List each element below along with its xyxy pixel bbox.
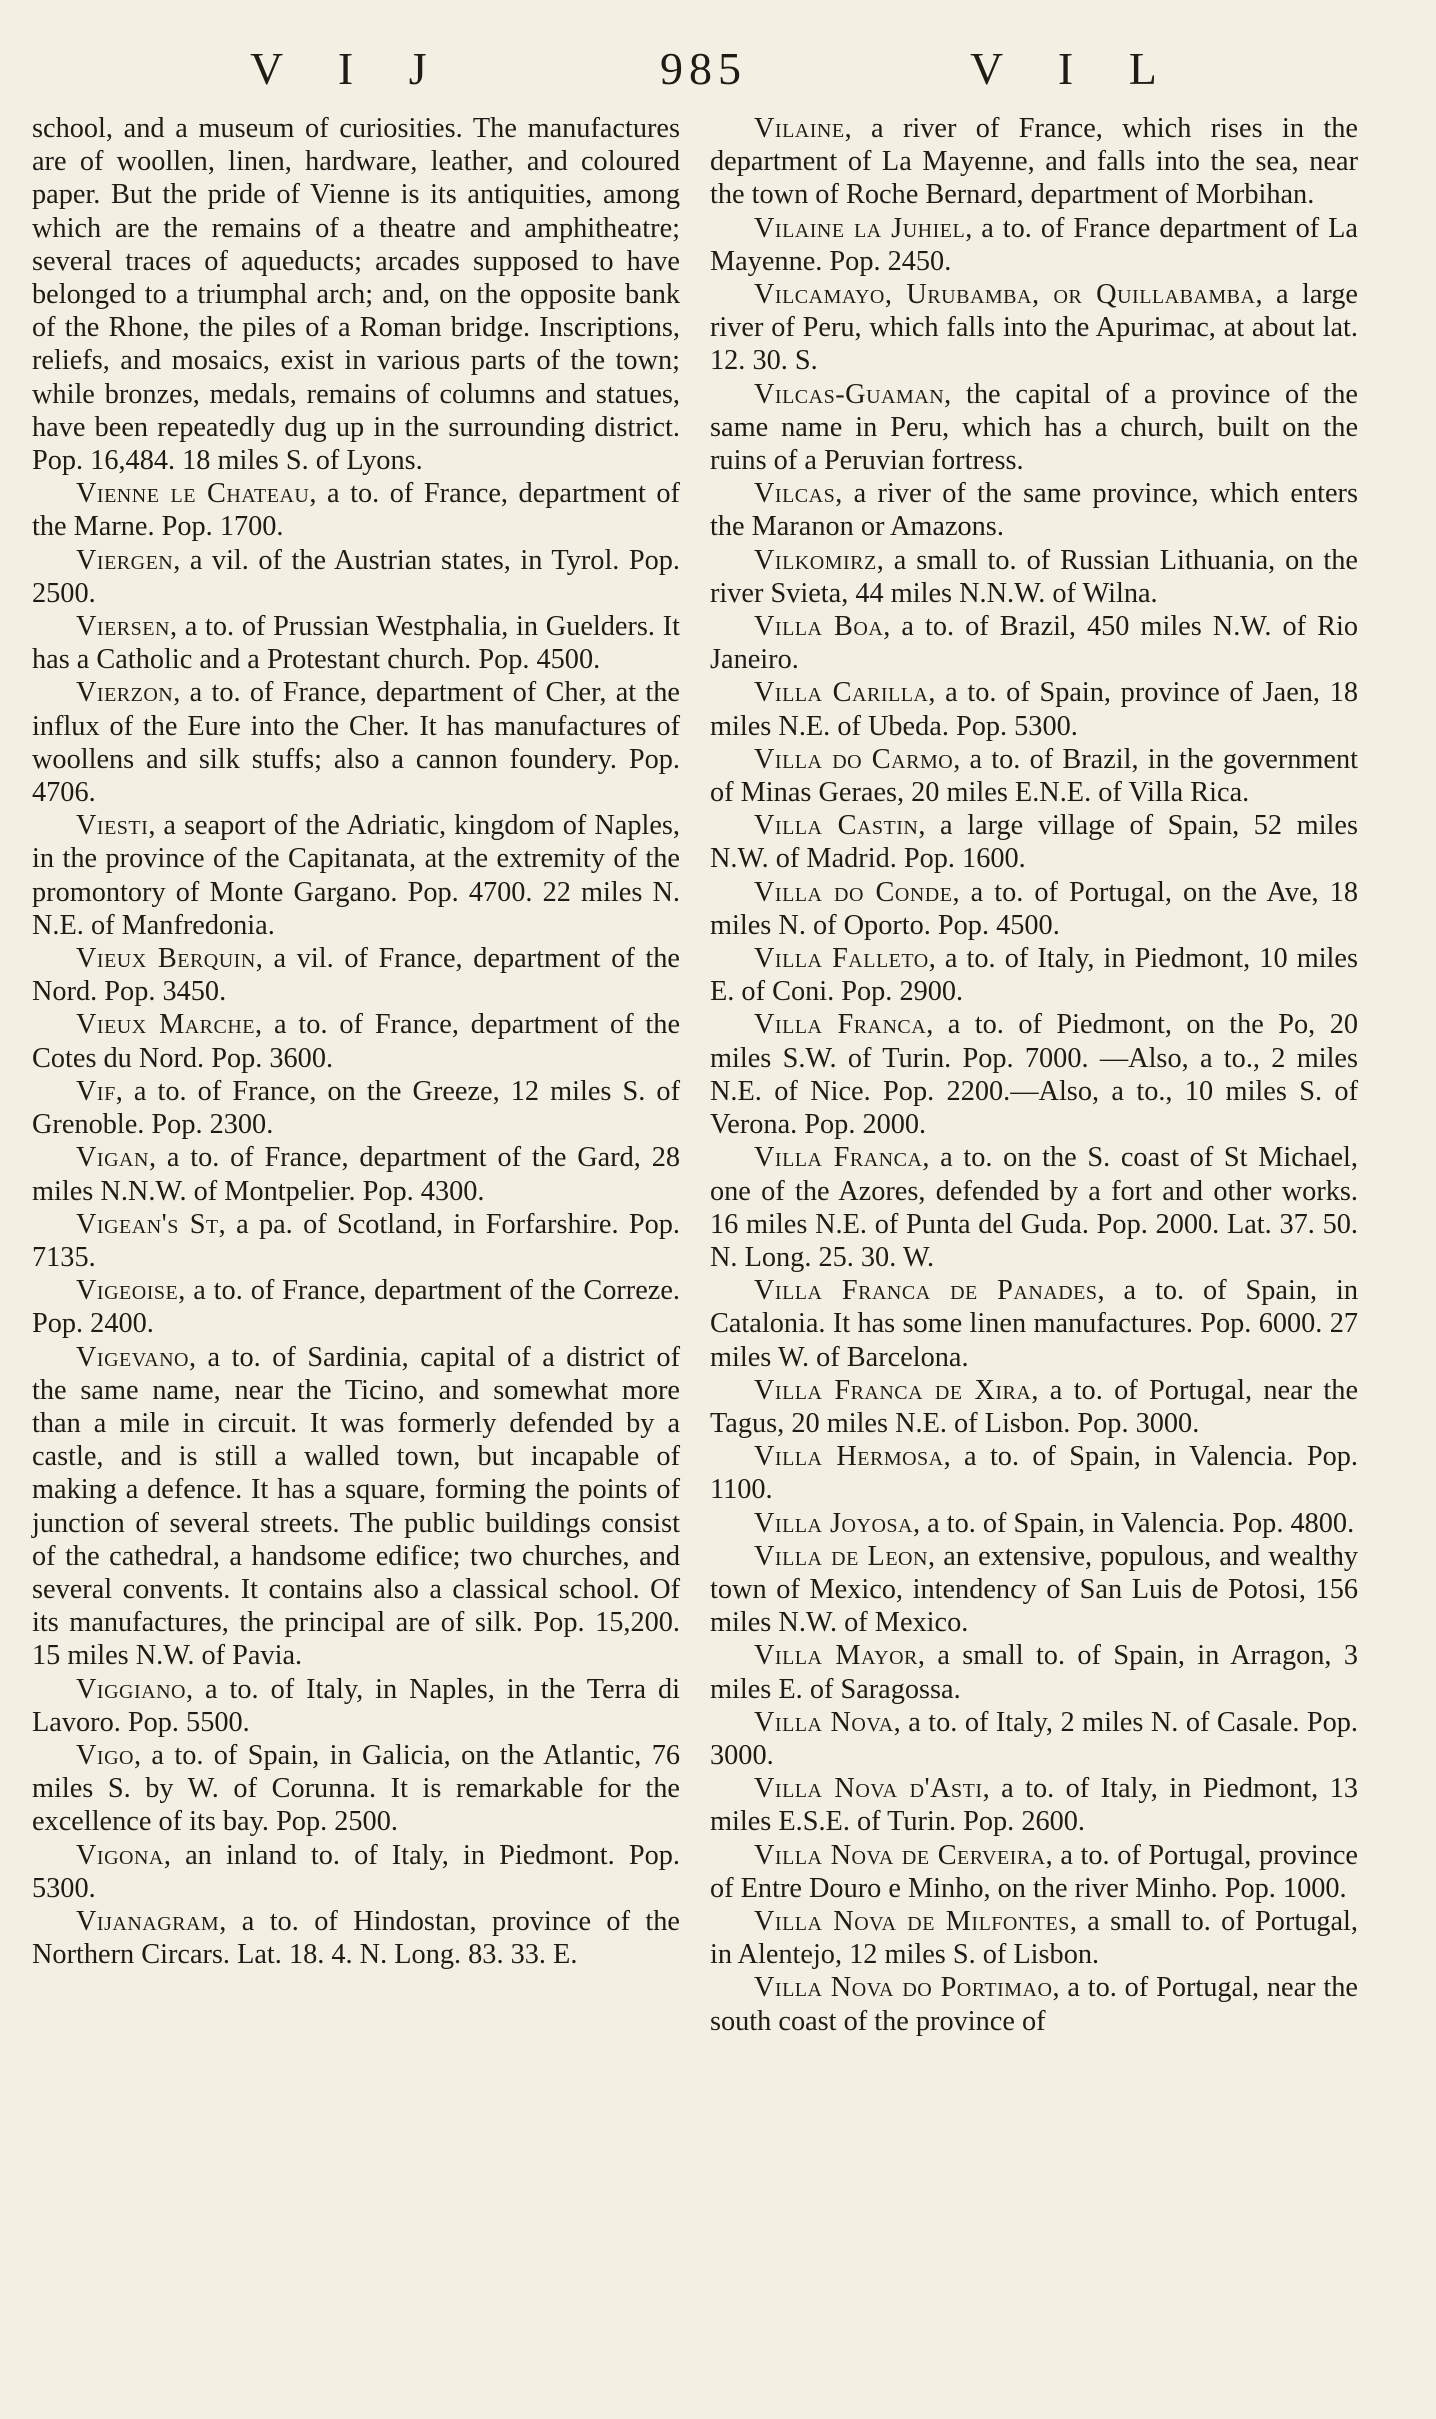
entry-text: , a vil. of France, department of the Nord. Pop. 3450. bbox=[32, 943, 680, 1008]
entry-text: , a to. of France, department of the Cotes du Nord. Pop. 3600. bbox=[32, 1009, 680, 1074]
gazetteer-entry bbox=[32, 610, 680, 676]
entry-text: , a to. of Piedmont, on the Po, 20 miles S.W. of Turin. Pop. 7000. —Also, a to., 2 miles N.E. of Nice. Pop. 2200.—Also, a to., 10 miles S. of Verona. Pop. 2000. bbox=[710, 1009, 1358, 1141]
entry-text: , a river of France, which rises in the department of La Mayenne, and falls into the sea, near the town of Roche Bernard, department of Morbihan. bbox=[710, 113, 1358, 211]
gazetteer-entry bbox=[32, 1141, 680, 1207]
gazetteer-entry bbox=[710, 378, 1358, 478]
entry-headword: Villa Nova do Portimao bbox=[754, 1972, 1053, 2004]
gazetteer-entry bbox=[710, 1440, 1358, 1506]
entry-headword: Vilcas bbox=[754, 478, 836, 510]
gazetteer-entry bbox=[710, 544, 1358, 610]
entry-headword: Vierzon bbox=[76, 677, 174, 709]
entry-headword: Villa Nova bbox=[754, 1706, 894, 1738]
gazetteer-entry bbox=[710, 278, 1358, 378]
entry-text: , a to. of France, department of Cher, at the influx of the Eure into the Cher. It has manufactures of woollens and silk stuffs; also a cannon foundery. Pop. 4706. bbox=[32, 677, 680, 809]
entry-text: , a to. of Prussian Westphalia, in Guelders. It has a Catholic and a Protestant church. Pop. 4500. bbox=[32, 611, 680, 676]
entry-text: , a to. of Italy, in Naples, in the Terra di Lavoro. Pop. 5500. bbox=[32, 1673, 680, 1738]
gazetteer-entry bbox=[710, 676, 1358, 742]
entry-headword: Villa Hermosa bbox=[754, 1441, 944, 1473]
entry-text: , a to. of Brazil, in the government of Minas Geraes, 20 miles E.N.E. of Villa Rica. bbox=[710, 743, 1358, 809]
entry-text: , a to. of France, department of the Marne. Pop. 1700. bbox=[32, 478, 680, 543]
gazetteer-entry bbox=[32, 676, 680, 809]
gazetteer-entry bbox=[710, 1008, 1358, 1141]
gazetteer-entry bbox=[710, 212, 1358, 278]
entry-headword: Viergen bbox=[76, 544, 174, 576]
entry-headword: Villa do Conde bbox=[754, 876, 953, 908]
entry-headword: Villa Castin bbox=[754, 810, 919, 842]
entry-text: , a vil. of the Austrian states, in Tyrol. Pop. 2500. bbox=[32, 544, 680, 609]
gazetteer-entry bbox=[710, 610, 1358, 676]
entry-text: , a to. of Italy, in Piedmont, 13 miles E.S.E. of Turin. Pop. 2600. bbox=[710, 1773, 1358, 1838]
entry-headword: Villa Mayor bbox=[754, 1640, 918, 1672]
entry-text: , a to. of France, department of the Correze. Pop. 2400. bbox=[32, 1275, 680, 1340]
entry-headword: Vif bbox=[76, 1075, 116, 1107]
gazetteer-entry bbox=[710, 1507, 1358, 1540]
entry-text: , a small to. of Portugal, in Alentejo, 12 miles S. of Lisbon. bbox=[710, 1905, 1358, 1971]
gazetteer-entry bbox=[710, 1141, 1358, 1274]
entry-text: , a to. on the S. coast of St Michael, one of the Azores, defended by a fort and other works. 16 miles N.E. of Punta del Guda. Pop. 2000. Lat. 37. 50. N. Long. 25. 30. W. bbox=[710, 1142, 1358, 1273]
gazetteer-entry bbox=[710, 1639, 1358, 1705]
running-header bbox=[0, 42, 1436, 102]
entry-text: , a to. of Hindostan, province of the Northern Circars. Lat. 18. 4. N. Long. 83. 33. E. bbox=[32, 1905, 680, 1971]
entry-headword: Vigevano bbox=[76, 1341, 189, 1373]
page-number: 985 bbox=[660, 43, 747, 94]
entry-text: , a to. of Portugal, on the Ave, 18 miles N. of Oporto. Pop. 4500. bbox=[710, 876, 1358, 941]
entry-text: , a to. of Spain, in Galicia, on the Atlantic, 76 miles S. by W. of Corunna. It is remarkable for the excellence of its bay. Pop. 2500. bbox=[32, 1739, 680, 1838]
gazetteer-entry bbox=[32, 1208, 680, 1274]
entry-headword: Villa Franca de Panades bbox=[754, 1275, 1098, 1307]
entry-headword: Viggiano bbox=[76, 1673, 186, 1705]
entry-headword: Vilaine bbox=[754, 113, 845, 144]
gazetteer-entry bbox=[710, 743, 1358, 809]
gazetteer-entry bbox=[710, 1274, 1358, 1374]
entry-text: , the capital of a province of the same name in Peru, which has a church, built on the ruins of a Peruvian fortress. bbox=[710, 378, 1358, 477]
entry-text: , a large village of Spain, 52 miles N.W. of Madrid. Pop. 1600. bbox=[710, 810, 1358, 875]
gazetteer-entry bbox=[710, 1905, 1358, 1971]
gazetteer-entry bbox=[32, 1905, 680, 1971]
entry-headword: Vieux Berquin bbox=[76, 943, 256, 975]
entry-headword: Vijanagram bbox=[76, 1905, 220, 1937]
entry-headword: Villa Boa bbox=[754, 611, 884, 643]
gazetteer-entry bbox=[710, 1540, 1358, 1640]
entry-headword: Viersen bbox=[76, 611, 170, 643]
gazetteer-entry bbox=[710, 876, 1358, 942]
entry-headword: Villa Franca bbox=[754, 1142, 923, 1174]
entry-headword: Vigona bbox=[76, 1839, 164, 1871]
entry-text: , a river of the same province, which enters the Maranon or Amazons. bbox=[710, 478, 1358, 543]
gazetteer-entry bbox=[32, 1739, 680, 1839]
entry-text: , a to. of Portugal, province of Entre Douro e Minho, on the river Minho. Pop. 1000. bbox=[710, 1839, 1358, 1904]
entry-headword: Villa Nova de Cerveira bbox=[754, 1839, 1046, 1871]
entry-headword: Villa Falleto bbox=[754, 943, 929, 975]
entry-text: , a to. of Italy, 2 miles N. of Casale. Pop. 3000. bbox=[710, 1706, 1358, 1771]
entry-text: , a to. of Brazil, 450 miles N.W. of Rio Janeiro. bbox=[710, 611, 1359, 676]
entry-headword: Vilcamayo, Urubamba, or Quillabamba bbox=[754, 279, 1256, 311]
entry-headword: Villa Franca bbox=[754, 1009, 927, 1041]
entry-headword: Vienne le Chateau bbox=[76, 478, 310, 510]
gazetteer-entry bbox=[710, 1374, 1358, 1440]
gazetteer-entry bbox=[710, 809, 1358, 875]
entry-text: , a seaport of the Adriatic, kingdom of Naples, in the province of the Capitanata, at the extremity of the promontory of Monte Gargano. Pop. 4700. 22 miles N. N.E. of Manfredonia. bbox=[32, 810, 680, 941]
entry-headword: Vigean's St bbox=[76, 1208, 219, 1240]
gazetteer-entry bbox=[710, 112, 1358, 212]
entry-text: , a to. of Spain, in Catalonia. It has some linen manufactures. Pop. 6000. 27 miles W. of Barcelona. bbox=[710, 1275, 1359, 1373]
gazetteer-entry bbox=[32, 1075, 680, 1141]
left-column bbox=[32, 112, 680, 1971]
right-column bbox=[710, 112, 1358, 2038]
entry-text: , a to. of Sardinia, capital of a district of the same name, near the Ticino, and somewhat more than a mile in circuit. It was formerly defended by a castle, and is still a walled town, but incapable of making a defence. It has a square, forming the points of junction of several streets. The public buildings consist of the cathedral, a handsome edifice; two churches, and several convents. It contains also a classical school. Of its manufactures, the principal are of silk. Pop. 15,200. 15 miles N.W. of Pavia. bbox=[32, 1341, 680, 1672]
entry-headword: Villa de Leon bbox=[754, 1540, 928, 1572]
entry-text: , a to. of France, department of the Gard, 28 miles N.N.W. of Montpelier. Pop. 4300. bbox=[32, 1142, 680, 1207]
entry-text: , a large river of Peru, which falls into the Apurimac, at about lat. 12. 30. S. bbox=[710, 279, 1358, 377]
gazetteer-entry bbox=[710, 477, 1358, 543]
entry-text: , a small to. of Russian Lithuania, on the river Svieta, 44 miles N.N.W. of Wilna. bbox=[710, 544, 1358, 609]
gazetteer-entry bbox=[32, 1673, 680, 1739]
entry-headword: Villa do Carmo bbox=[754, 743, 954, 775]
gazetteer-entry bbox=[32, 1008, 680, 1074]
entry-headword: Vilcas-Guaman bbox=[754, 378, 945, 410]
entry-text: , a to. of Spain, province of Jaen, 18 miles N.E. of Ubeda. Pop. 5300. bbox=[710, 677, 1358, 742]
entry-headword: Vigo bbox=[76, 1739, 134, 1771]
gazetteer-entry bbox=[32, 112, 680, 477]
gazetteer-entry bbox=[710, 1971, 1358, 2037]
gazetteer-entry bbox=[32, 544, 680, 610]
entry-text: , a to. of France, on the Greeze, 12 miles S. of Grenoble. Pop. 2300. bbox=[32, 1075, 680, 1141]
gazetteer-entry bbox=[32, 1274, 680, 1340]
header-left-guide-word: V I J bbox=[250, 43, 449, 94]
entry-text: , a to. of Spain, in Valencia. Pop. 4800. bbox=[912, 1507, 1355, 1539]
entry-headword: Villa Carilla bbox=[754, 677, 929, 709]
header-right-guide-word: V I L bbox=[970, 43, 1179, 94]
gazetteer-entry bbox=[32, 1341, 680, 1673]
entry-headword: Villa Nova de Milfontes bbox=[754, 1905, 1070, 1937]
entry-headword: Vigan bbox=[76, 1142, 149, 1174]
gazetteer-entry bbox=[710, 1706, 1358, 1772]
entry-text: , a small to. of Spain, in Arragon, 3 miles E. of Saragossa. bbox=[710, 1640, 1358, 1705]
gazetteer-entry bbox=[32, 809, 680, 942]
entry-headword: Vilkomirz bbox=[754, 544, 877, 576]
entry-text: , a to. of France department of La Mayenne. Pop. 2450. bbox=[710, 212, 1358, 277]
entry-text: , an extensive, populous, and wealthy town of Mexico, intendency of San Luis de Potosi, 156 miles N.W. of Mexico. bbox=[710, 1540, 1359, 1639]
gazetteer-entry bbox=[710, 942, 1358, 1008]
entry-headword: Vilaine la Juhiel bbox=[754, 212, 966, 244]
entry-text: , a to. of Spain, in Valencia. Pop. 1100. bbox=[710, 1441, 1358, 1506]
entry-text: , a to. of Portugal, near the Tagus, 20 miles N.E. of Lisbon. Pop. 3000. bbox=[710, 1374, 1359, 1439]
gazetteer-entry bbox=[710, 1772, 1358, 1838]
entry-headword: Villa Joyosa bbox=[754, 1507, 913, 1539]
gazetteer-entry bbox=[32, 477, 680, 543]
entry-headword: Villa Nova d'Asti bbox=[754, 1773, 983, 1805]
gazetteer-entry bbox=[32, 942, 680, 1008]
entry-headword: Vieux Marche bbox=[76, 1009, 256, 1041]
gazetteer-entry bbox=[710, 1839, 1358, 1905]
entry-text: school, and a museum of curiosities. The manufactures are of woollen, linen, hardware, leather, and coloured paper. But the pride of Vienne is its antiquities, among which are the remains of a theatre and amphitheatre; several traces of aqueducts; arcades supposed to have belonged to a triumphal arch; and, on the opposite bank of the Rhone, the piles of a Roman bridge. Inscriptions, reliefs, and mosaics, exist in various parts of the town; while bronzes, medals, remains of columns and statues, have been repeatedly dug up in the surrounding district. Pop. 16,484. 18 miles S. of Lyons. bbox=[32, 113, 680, 477]
entry-text: , a to. of Portugal, near the south coast of the province of bbox=[710, 1972, 1358, 2037]
gazetteer-entry bbox=[32, 1839, 680, 1905]
entry-text: , a to. of Italy, in Piedmont, 10 miles E. of Coni. Pop. 2900. bbox=[710, 943, 1358, 1008]
entry-text: , a pa. of Scotland, in Forfarshire. Pop. 7135. bbox=[32, 1208, 680, 1273]
entry-headword: Villa Franca de Xira bbox=[754, 1374, 1032, 1406]
entry-headword: Vigeoise bbox=[76, 1275, 179, 1307]
entry-text: , an inland to. of Italy, in Piedmont. Pop. 5300. bbox=[32, 1839, 680, 1904]
entry-headword: Viesti bbox=[76, 810, 149, 842]
